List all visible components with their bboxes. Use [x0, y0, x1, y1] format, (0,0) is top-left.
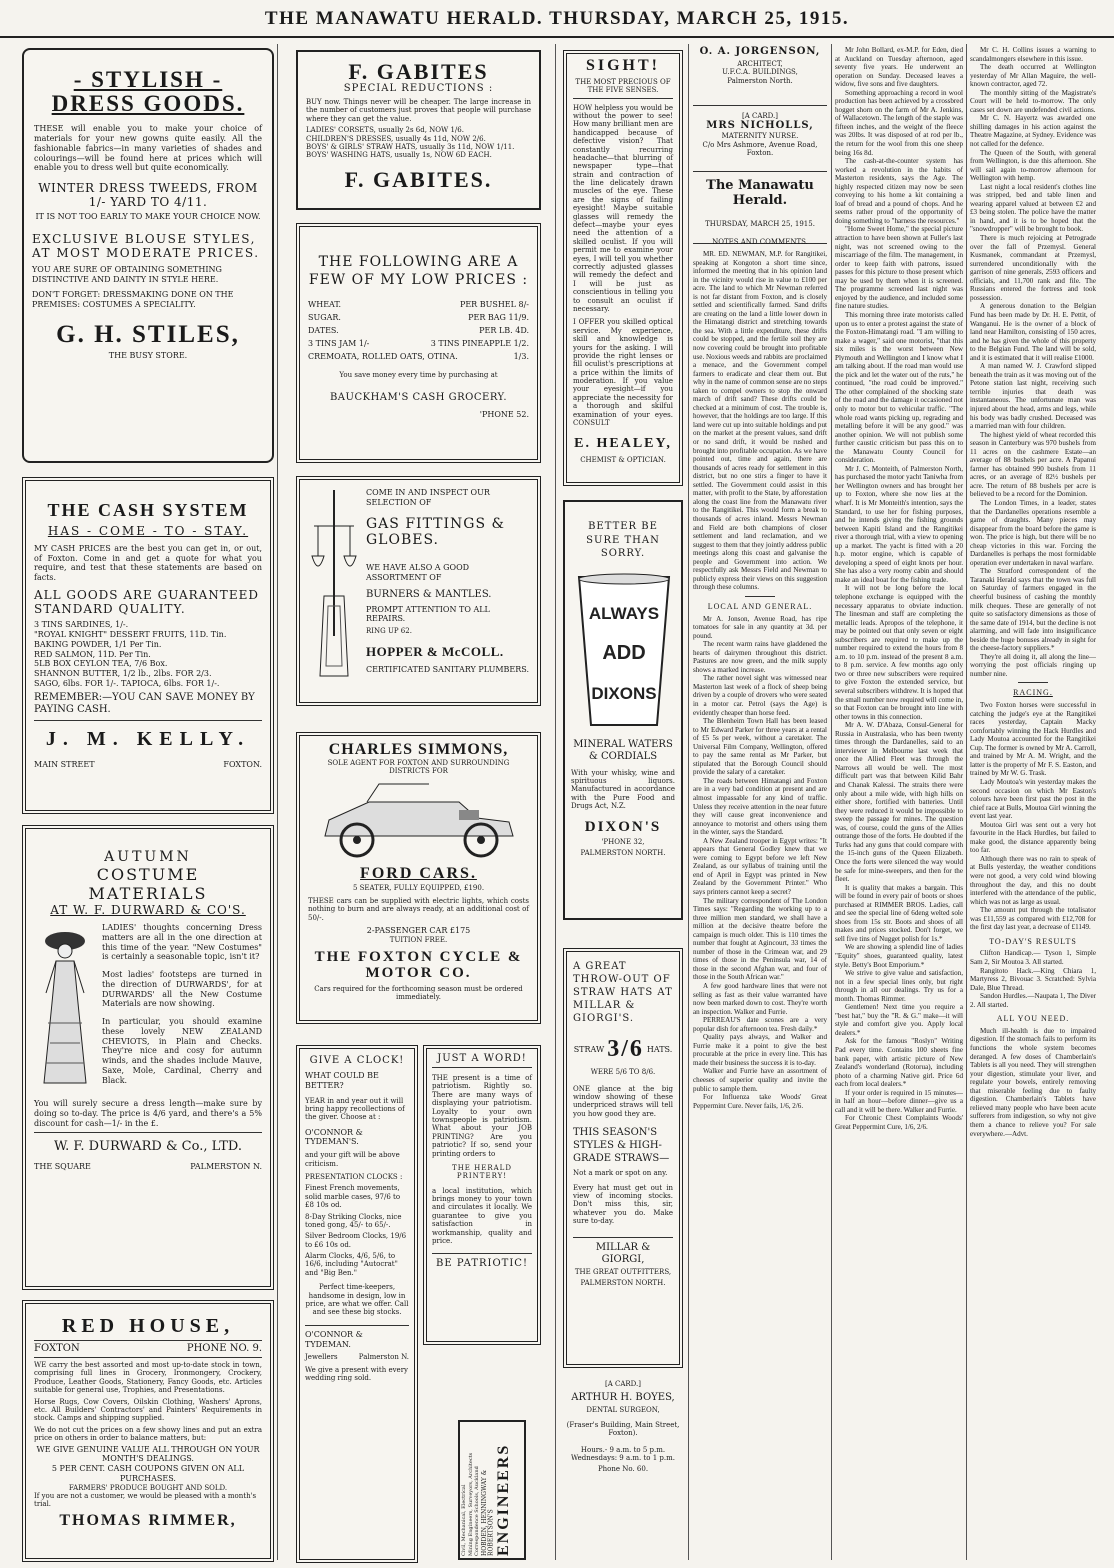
- news-item: Quality pays always, and Walker and Furrie make it a point to give the best procurable at the price in every line. This has made their business the success it is to-day.: [693, 1033, 827, 1067]
- clock-item: Alarm Clocks, 4/6, 5/6, to 16/6, including "Autocrat" and "Big Ben.": [305, 1252, 398, 1277]
- sight-p1: HOW helpless you would be without the power to see! How many brilliant men are handicapped because of defective vision? That constantly recurring headache—that blurring of newspaper type—that strain and contraction of the line delicately drawn muscles of the eye. These are the signs of failing eyesight! Maybe suitable glasses will remedy the defect—maybe your eyes need the attention of a skilled oculist. If you will permit me to examine your eyes, I will tell you whether correctly adjusted glasses will remedy the defect and I will be just as conscientious in telling you to consult an oculist if necessary.: [573, 103, 673, 313]
- dixons-l2: & CORDIALS: [588, 750, 658, 762]
- gabites-headline: F. GABITES: [348, 59, 489, 84]
- clock-ad: [296, 1045, 418, 1563]
- tweeds-note: IT IS NOT TOO EARLY TO MAKE YOUR CHOICE NOW.: [35, 212, 261, 222]
- clock-item: Finest French movements, solid marble cases, 97/6 to £8 10s od.: [305, 1184, 401, 1210]
- price-item: 3 TINS JAM 1/-: [308, 338, 370, 348]
- clock-p4: We give a present with every wedding ring sold.: [305, 1365, 409, 1383]
- cash-item: RED SALMON, 11D. Per Tin.: [34, 649, 151, 659]
- news-item: Mr John Bollard, ex-M.P. for Eden, died at Auckland on Tuesday afternoon, aged seventy five years. He underwent an operation on Sunday. Deceased leaves a widow, five sons and five daughters.: [835, 46, 963, 89]
- news-item: The highest yield of wheat recorded this season in Canterbury was 970 bushels from 11 acres on the cashmere Estate—an average of 88 bushels per acre. A Papanui farmer has obtained 990 bushels from 11 acres, or an average of 82½ bushels per acre. The return of 88 bushels per acre is believed to be a record for the Dominion.: [970, 430, 1096, 499]
- glass-text-3: DIXONS: [591, 683, 657, 703]
- hopper-ad: [296, 476, 541, 706]
- clock-p1: YEAR in and year out it will bring happy recollections of the giver. Choose at :: [305, 1096, 405, 1122]
- cash-remember: REMEMBER:—YOU CAN SAVE MONEY BY PAYING CASH.: [34, 691, 255, 715]
- news-column-6: [970, 46, 1096, 1560]
- cash-headline: THE CASH SYSTEM: [47, 500, 249, 520]
- result-item: Sandon Hurdles.—Naupata 1, The Diver 2. All started.: [970, 992, 1096, 1009]
- gabites-sub: SPECIAL REDUCTIONS :: [343, 83, 494, 95]
- stiles-headline: - STYLISH - DRESS GOODS.: [51, 67, 245, 117]
- clock-jewellers: Jewellers: [305, 1353, 338, 1362]
- millar-p4: Not a mark or spot on any.: [573, 1169, 668, 1178]
- cash-item: 3 TINS SARDINES, 1/-.: [34, 620, 129, 630]
- bauckham-firm: BAUCKHAM'S CASH GROCERY.: [329, 391, 508, 403]
- autumn-p1: LADIES' thoughts concerning Dress matters are all in the one direction at this time of the year. "New Costumes" is certainly a seasonable topic, isn't it?: [102, 923, 262, 962]
- redhouse-headline: RED HOUSE,: [61, 1315, 235, 1337]
- millar-p1: A GREAT THROW-OUT OF STRAW HATS AT MILLAR & GIORGI'S.: [573, 961, 673, 1024]
- news-item: Moutoa Girl was sent out a very hot favourite in the Hack Hurdles, but failed to make good, the distance apparently being too far.: [970, 820, 1096, 855]
- herald-head: [693, 178, 827, 247]
- news-item: The monthly sitting of the Magistrate's Court will be held to-morrow. The only cases set down are undefended civil actions.: [970, 88, 1096, 114]
- column-rule: [966, 44, 967, 1560]
- dixons-firm: DIXON'S: [584, 819, 662, 836]
- news-item: The Stratford correspondent of the Taranaki Herald says that the town was full on Saturday of farmers engaged in the cheerful business of cashing the monthly milk cheques. These are generally of not quite so satisfactory dimensions as those of the same date of 1914, but the decline is not alarming, and will fade into insignificance beside the huge bonuses already in sight for the cheese-factory suppliers.*: [970, 567, 1096, 653]
- engineers-l2: Mining Engineers, Surveyors, Architects: [467, 1452, 474, 1556]
- gabites-item: BOYS' & GIRLS' STRAW HATS, usually 3s 11d, NOW 1/11.: [306, 143, 515, 152]
- allyou-heading: ALL YOU NEED.: [996, 1014, 1070, 1024]
- jorgenson-card: [693, 46, 827, 106]
- word-p1: THE present is a time of patriotism. Rightly so. There are many ways of displaying your patriotism. Loyalty to your own townspeople is patriotism. What about your JOB PRINTING? Are you patriotic? If so, send your printing orders to: [432, 1074, 532, 1158]
- dressmaking: DON'T FORGET: DRESSMAKING DONE ON THE PREMISES: COSTUMES A SPECIALITY.: [32, 290, 234, 310]
- gabites-item: CHILDREN'S DRESSES, usually 4s 11d, NOW 2/6.: [306, 134, 486, 143]
- news-item: A man named W. J. Crawford slipped beneath the train as it was moving out of the Petone station last night, receiving such terrible injuries that death was instantaneous. The unfortunate man was injured about the head, arms and legs, while his body was badly crushed. Deceased was a married man with four children.: [970, 362, 1096, 431]
- boyes-card-label: [A CARD.]: [604, 1380, 641, 1388]
- millar-firm: MILLAR & GIORGI,: [573, 1237, 673, 1266]
- redhouse-p5: 5 PER CENT. CASH COUPONS GIVEN ON ALL PURCHASES.: [51, 1464, 245, 1483]
- news-item: "Home Sweet Home," the special picture attraction to have been shown at Fuller's last night, was not screened owing to the miscarriage of the film. The management, in order to keep faith with patrons, issued passes for this picture to those present which may be used by them when it is screened. The programme screened last night was enjoyed by the audience, and included some fine nature studies.: [835, 225, 963, 311]
- sight-sub: THE MOST PRECIOUS OF THE FIVE SENSES.: [573, 78, 673, 99]
- glass-text-2: ADD: [602, 641, 646, 664]
- news-item: It will not be long before the local telephone exchange is equipped with the necessary apparatus to obviate induction. The linesman and staff are completing the metallic leads. Apropos of the telephone, it may be pointed out that only seven or eight subscribers are required to make up the number required to extend the hours from 8 a.m. to 10 p.m. instead of the present 8 a.m. to 8 p.m. service. A few months ago only two or three new subscribers were required to give Foxton the extended service, but several subscribers withdrew. It is hoped that the small number now required will come in, so that Foxton can be brought into line with other towns in this connection.: [835, 584, 963, 721]
- autumn-h3: AT W. F. DURWARD & CO'S.: [50, 903, 246, 917]
- millar-p2: ONE glance at the big window showing of these underpriced straws will tell you how good they are.: [573, 1084, 673, 1118]
- news-item: We strive to give value and satisfaction, not in a few special lines only, but right through in all our dealings. Try us for a month. Thomas Rimmer.: [835, 969, 963, 1003]
- cash-items: [34, 620, 262, 688]
- news-item: The rather novel sight was witnessed near Masterton last week of a flock of sheep being driven by a couple of drovers who were seated in a motor car. Petrol (says the Age) is evidently cheaper than horse feed.: [693, 674, 827, 717]
- clock-firm2: O'CONNOR & TYDEMAN.: [305, 1325, 409, 1350]
- news-item: They're all doing it, all along the line—worrying the post officials ringing up number nine.: [970, 652, 1096, 678]
- simmons-ad: [296, 732, 541, 1024]
- simmons-note: Cars required for the forthcoming season must be ordered immediately.: [314, 984, 523, 1001]
- healey-ad: [563, 50, 683, 486]
- simmons-headline: CHARLES SIMMONS,: [328, 741, 509, 758]
- jorgenson-name: O. A. JORGENSON,: [699, 46, 821, 57]
- news-item: Although there was no rain to speak of at Bulls yesterday, the weather conditions were not good, a very cold wind blowing throughout the day, and this no doubt interfered with the attendance of the public, which was not as large as usual.: [970, 854, 1096, 906]
- blouse-note: YOU ARE SURE OF OBTAINING SOMETHING DISTINCTIVE AND DAINTY IN STYLE HERE.: [32, 264, 222, 284]
- boyes-card: [563, 1380, 683, 1560]
- nicholls-card-label: [A CARD.]: [741, 112, 778, 120]
- bauckham-phone: 'PHONE 52.: [479, 409, 529, 419]
- news-item: Two Foxton horses were successful in catching the judge's eye at the Rangitikei races yesterday, Captain Macky comfortably winning the Hack Hurdles and Lady Moutoa accounted for the Rangitikei Cup. The former is owned by Mr A. Carroll, and trained by Mr A. M. Wright, and the latter is the property of Mr F. S. Easton, and trained by Mr W. G. Trask.: [970, 701, 1096, 778]
- rimmer-ad: [22, 1300, 274, 1562]
- printery-ad: [423, 1045, 541, 1345]
- simmons-passenger: 2-PASSENGER CAR £175: [366, 925, 471, 935]
- bauckham-headline: THE FOLLOWING ARE A FEW OF MY LOW PRICES :: [308, 254, 529, 289]
- boyes-name: ARTHUR H. BOYES,: [571, 1392, 675, 1404]
- gabites-item: BOYS' WASHING HATS, usually 1s, NOW 6D EACH.: [306, 151, 492, 160]
- stiles-firm: G. H. STILES,: [56, 320, 240, 348]
- racing-heading: RACING.: [1013, 688, 1053, 698]
- column-rule: [555, 44, 556, 1560]
- durward-ad: [22, 825, 274, 1290]
- cash-guarantee: ALL GOODS ARE GUARANTEED STANDARD QUALITY.: [34, 587, 259, 616]
- hopper-l1: COME IN AND INSPECT OUR SELECTION OF: [366, 488, 490, 507]
- allyou-text: Much ill-health is due to impaired digestion. If the stomach fails to perform its functions the whole system becomes deranged. A few doses of Chamberlain's Tablets is all you need. They will strengthen your digestion, stimulate your liver, and regulate your bowels, entirely removing that miserable feeling due to faulty digestion. Chamberlain's Tablets have relieved many people who have been acute sufferers from indigestion, so why not give them a chance to relieve you? For sale everywhere.—Advt.: [970, 1026, 1096, 1138]
- blouse: EXCLUSIVE BLOUSE STYLES, AT MOST MODERATE PRICES.: [32, 231, 260, 260]
- hopper-l6: RING UP 62.: [366, 627, 412, 636]
- clock-firm1: O'CONNOR & TYDEMAN'S.: [305, 1127, 363, 1147]
- autumn-h2: COSTUME MATERIALS: [88, 865, 208, 903]
- price-value: PER BUSHEL 8/-: [459, 300, 529, 310]
- news-item: Something approaching a record in wool production has been achieved by a crossbred hogget shorn on the farm of Mr A. Jenkins, of Wallacetown. The length of the staple was fifteen inches, and the weight of the fleece was 20lbs. It was disposed of at rod per lb., the return for the wool from this one sheep being 16s 8d.: [835, 88, 963, 157]
- boyes-role: DENTAL SURGEON,: [586, 1406, 660, 1415]
- clock-item: 8-Day Striking Clocks, nice toned gong, 45/- to 65/-.: [305, 1212, 402, 1229]
- autumn-p4: You will surely secure a dress length—make sure by doing so to-day. The price is 4/6 yard, and there's a 5% discount for cash—1/- in the £.: [34, 1099, 262, 1128]
- dixons-town: PALMERSTON NORTH.: [580, 848, 666, 857]
- redhouse-p4: WE GIVE GENUINE VALUE ALL THROUGH ON YOUR MONTH'S DEALINGS.: [36, 1444, 260, 1464]
- news-item: The roads between Himatangi and Foxton are in a very bad condition at present and are almost impassable for any kind of traffic. Unless they receive attention in the near future they will cause great inconvenience and annoyance to motorist and others using them in the winter, says the Standard.: [693, 776, 827, 837]
- price-value: 1/3.: [513, 351, 529, 361]
- redhouse-p2: Horse Rugs, Cow Covers, Oilskin Clothing, Washers' Aprons, etc. All Builders' Contractors' and Painters' Requirements in stock. Camps and shipping supplied.: [34, 1397, 262, 1423]
- hopper-firm: HOPPER & McCOLL.: [366, 644, 504, 660]
- news-item: The death occurred at Wellington yesterday of Mr Allan Maguire, the well-known contractor, aged 72.: [970, 63, 1096, 89]
- hopper-l7: CERTIFICATED SANITARY PLUMBERS.: [366, 665, 530, 675]
- clock-town: Palmerston N.: [358, 1353, 409, 1362]
- hats-label: HATS.: [646, 1044, 673, 1054]
- news-item: A few good hardware lines that were not selling as fast as their value warranted have now been marked down to cost. They're worth an inspection. Walker and Furrie.: [693, 982, 827, 1016]
- kelly-firm: J. M. KELLY.: [45, 727, 251, 750]
- kelly-town: FOXTON.: [223, 759, 262, 769]
- engineers-l1: Civil, Mechanical, Electrical: [461, 1484, 467, 1556]
- redhouse-town: FOXTON: [34, 1343, 80, 1354]
- redhouse-p6: FARMERS' PRODUCE BOUGHT AND SOLD.: [68, 1483, 228, 1492]
- news-item: This morning three irate motorists called upon us to enter a protest against the state of the Foxton-Himatangi road. "I am willing to make a wager," said one motorist, "that this six miles is the worst between New Plymouth and Wellington and I know what I am talking about. If the road man would use the pick and let the water out of the ruts," he continued, "the road could be improved." The other complained of the shocking state of the road and the damage it occasioned not only to motor but to vehicular traffic. "The whole road wants picking up, regrading and metalling before it will be any good." was another opinion. We will not publish some further caustic criticism but pass this on to the Manawatu County Council for consideration.: [835, 310, 963, 465]
- herald-date: THURSDAY, MARCH 25, 1915.: [705, 220, 815, 228]
- simmons-p1: THESE cars can be supplied with electric lights, which costs nothing to burn and are always ready, at an additional cost of 50/-.: [308, 896, 529, 922]
- simmons-seater: 5 SEATER, FULLY EQUIPPED, £190.: [352, 884, 485, 893]
- simmons-firm: THE FOXTON CYCLE & MOTOR CO.: [314, 949, 523, 981]
- price-item: CREMOATA, ROLLED OATS, OTINA.: [308, 351, 458, 361]
- cash-sub: HAS - COME - TO - STAY.: [47, 523, 249, 538]
- clock-pres: PRESENTATION CLOCKS :: [305, 1172, 403, 1181]
- cash-item: SHANNON BUTTER, 1/2 lb., 2lbs. FOR 2/3.: [34, 669, 212, 679]
- news-item: For Influenza take Woods' Great Peppermint Cure. Never fails, 1/6, 2/6.: [693, 1093, 827, 1110]
- tweeds: WINTER DRESS TWEEDS, FROM 1/- YARD TO 4/11.: [38, 181, 258, 210]
- durward-firm: W. F. DURWARD & Co., LTD.: [54, 1139, 242, 1155]
- column-rule: [688, 44, 689, 1560]
- herald-title: The Manawatu Herald.: [706, 178, 814, 208]
- kelly-street: MAIN STREET: [34, 759, 95, 769]
- news-item: The military correspondent of The London Times says: "Regarding the working up to a three million men standard, we shall have a million at the decisive theatre before the campaign is much older. This is 110 times the number that fought at Agincourt, 33 times the number of those in the Crimean war, and 29 times of those in the Peninsula war, 14 of those in the second Afghan war, and four of those in the South African war.": [693, 896, 827, 982]
- clock-headline: GIVE A CLOCK!: [309, 1055, 405, 1066]
- nicholls-role: MATERNITY NURSE.: [721, 132, 799, 141]
- bauckham-ad: [296, 223, 541, 463]
- news-item: The Blenheim Town Hall has been leased to Mr Edward Parker for three years at a rental of £5 5s per week, without a caretaker. The Universal Film Company, Wellington, offered to pay the same rental as Mr Parker, but stipulated that the Borough Council should provide the salary of a caretaker.: [693, 717, 827, 777]
- engineers-title: ENGINEERS: [494, 1443, 512, 1556]
- rimmer-firm: THOMAS RIMMER,: [59, 1511, 237, 1529]
- bauckham-note: You save money every time by purchasing at: [339, 371, 498, 380]
- news-item: Mr J. C. Monteith, of Palmerston North, has purchased the motor yacht Taniwha from her Wellington owners and has brought her up to Foxton, where she now lies at the wharf. It is Mr Monteith's intention, says the Standard, to use her for fishing purposes, and he intends giving the fishing grounds between Kapiti Island and the Rangitikei river a thorough trial, with a view to opening up a market. The yacht is fitted with a 20 h.p. motor engine, which is capable of developing a speed of eight knots per hour. She has also a very roomy cabin and should make an ideal boat for the fishing trade.: [835, 464, 963, 584]
- news-column-4: [693, 250, 827, 1560]
- price-item: SUGAR.: [308, 313, 341, 323]
- boyes-addr: (Fraser's Building, Main Street, Foxton).: [566, 1420, 680, 1438]
- hopper-l5: PROMPT ATTENTION TO ALL REPAIRS.: [366, 604, 490, 624]
- autumn-p2: Most ladies' footsteps are turned in the direction of DURWARDS', for at DURWARDS' all the New Costume Materials are now showing.: [102, 970, 262, 1009]
- news-item: The cash-at-the-counter system has worked a revolution in the habits of Masterton residents, says the Age. The highly respected citizen may now be seen conveying to his home a kit containing a loaf of bread and a pound of chops. And he seems rather proud of the opportunity of doing something to "harness the resources.": [835, 157, 963, 225]
- redhouse-phone: PHONE NO. 9.: [186, 1343, 262, 1354]
- clock-sub: WHAT COULD BE BETTER?: [305, 1071, 379, 1090]
- cash-intro: MY CASH PRICES are the best you can get in, or out, of Foxton. Come in and get a quote for what you require, and test that these statements are based on facts.: [34, 543, 262, 583]
- millar-ad: [563, 948, 683, 1368]
- ford-cars: FORD CARS.: [360, 864, 477, 882]
- news-item: Walker and Furrie have an assortment of cheeses of superior quality and invite the public to sample them.: [693, 1067, 827, 1093]
- result-item: Clifton Handicap.— Tyson 1, Simple Sam 2, Sir Moutoa 3. All started.: [970, 949, 1096, 967]
- clock-item: Silver Bedroom Clocks, 19/6 to £6 10s od.: [305, 1232, 407, 1249]
- herald-notes: NOTES AND COMMENTS.: [712, 238, 808, 247]
- jorgenson-role: ARCHITECT,: [737, 60, 783, 68]
- cash-item: 5LB BOX CEYLON TEA, 7/6 Box.: [34, 659, 168, 669]
- redhouse-p3: We do not cut the prices on a few showy lines and put an extra price on others in order to balance matters, but:: [34, 1425, 262, 1443]
- news-item: Last night a local resident's clothes line was stripped, bed and table linen and wearing apparel valued at between £2 and £3 being stolen. The police have the matter in hand, and it is to be hoped that the "snowdropper" will be brought to book.: [970, 182, 1096, 234]
- gas-lamp-illustration: [308, 486, 360, 686]
- news-item: The Queen of the South, with general from Wellington, is due this afternoon. She will sail again to-morrow afternoon for Wellington with hemp.: [970, 148, 1096, 183]
- word-firm: THE HERALD PRINTERY!: [452, 1163, 512, 1181]
- news-item: Lady Moutoa's win yesterday makes the second occasion on which Mr Easton's colours have been first past the post in the chief race at Bulls, Moutoa Girl winning the event last year.: [970, 778, 1096, 821]
- news-item: PERREAU'S date scones are a very popular dish for afternoon tea. Fresh daily.*: [693, 1016, 827, 1033]
- engineers-firm: HOBDEN, HENNINGWAY & ROBERTSON'S: [480, 1469, 495, 1556]
- jorgenson-town: Palmerston North.: [727, 76, 793, 85]
- stiles-intro: THESE will enable you to make your choice of materials for your new gowns quite easily. All the fashionable fabrics—in many varieties of shades and colourings—will be found here at prices which will enable you to dress well but quite economically.: [34, 124, 262, 173]
- news-item: The amount put through the totalisator was £11,559 as compared with £12,708 for the first day last year, a decrease of £1149.: [970, 906, 1096, 932]
- news-item: It is quality that makes a bargain. This will be found in every pair of boots or shoes purchased at RIMMER BROS. Ladies, call and see the special line of 6deng welted sole shoes from 15s str. Boots and shoes of all makes and prices stocked. Don't forget, we sell five tins of Nugget polish for 1s.*: [835, 883, 963, 943]
- jorgenson-sub: U.F.C.A. BUILDINGS,: [722, 68, 798, 77]
- news-item: Mr C. H. Collins issues a warning to scandalmongers elsewhere in this issue.: [970, 46, 1096, 63]
- hopper-l4: BURNERS & MANTLES.: [366, 588, 492, 600]
- engineers-l3: Correspondence Schools, Auckland: [474, 1466, 480, 1556]
- straw-label: STRAW: [573, 1044, 605, 1054]
- stiles-ad: [22, 48, 274, 463]
- nicholls-name: MRS NICHOLLS,: [706, 120, 814, 132]
- column-rule: [277, 44, 278, 1560]
- cash-item: BAKING POWDER, 1/1 Per Tin.: [34, 639, 162, 649]
- price-item: WHEAT.: [308, 300, 342, 310]
- cash-item: SAGO, 6lbs. FOR 1/-. TAPIOCA, 6lbs. FOR 1/-.: [34, 678, 220, 688]
- news-item: Mr A. W. D'Abaza, Consul-General for Russia in Australasia, who has been twenty times through the Dardanelles, said to an interviewer in Melbourne last week that once the Allied Fleet was through the Narrows all would be well. The most difficult part was that between Kilid Bahr and Chanak Kalessi. The straits there were only about a mile wide, with high hills on either shore, fortified with batteries. Until they were reduced it would be impossible to sweep the passage for mines. The question was, of course, could the guns of the Allies outrange those of the forts. He doubted if the Turks had any guns that could compare with the 15-inch guns of the Queen Elizabeth. Once the forts were silenced the way would be safe for mine-sweepers, and then for the fleet.: [835, 721, 963, 884]
- news-item: Mr A. Jonson, Avenue Road, has ripe tomatoes for sale in any quantity at 3d. per pound.: [693, 614, 827, 640]
- millar-town: PALMERSTON NORTH.: [580, 1278, 666, 1287]
- healey-role: CHEMIST & OPTICIAN.: [580, 456, 666, 465]
- news-item: MR. ED. NEWMAN, M.P. for Rangitikei, speaking at Kongoton a short time since, informed the meeting that in his opinion land in the vicinity would rise in value to £100 per acre. The land to which Mr Newman referred is not far distant from Foxton, and is closely settled and scientifically farmed. Sand drifts are creating on the land a little lower down in the Himatangi district and stretching towards the sea. With a little expenditure, these drifts could be stopped, and the fertile soil they are now covering could be brought into profitable use. Noxious weeds and rabbits are proclaimed a menace, and the Government compel farmers to eradicate and clear them out. But why in the name of common sense are no steps taken to compel owners to stop the onward march of drift sand? These drifts could be checked at a minimum of cost. The trouble is, however, that the holdings are too large. If this land were cut up into suitable holdings and put on the market at the present values, sand drift or no sand drift, it would be rushed and brought into profitable occupation. As we have pointed out, time and again, there are thousands of acres ready for settlement in this district, but no one stirs a finger to have it settled. The Government could assist in this matter, with profit to the State, by afforestation along the coast line from the Manawatu river to the Rangitikei. This would form a break to thousands of acres inland. Messrs Newman and Field are both champions of closer settlement and land reclamation, and we suggest to them that they jointly address public meetings along this coast and galvanise the people and Government into action. We respectfully ask Messrs Field and Newman to publicly express their views on this suggestion through these columns.: [693, 250, 827, 592]
- news-item: The recent warm rains have gladdened the hearts of dairymen throughout this district. Pastures are now green, and the milk supply shows a marked increase.: [693, 640, 827, 674]
- news-item: We are showing a splendid line of ladies "Equity" shoes, guaranteed quality, latest style. Betty's Boot Emporium.*: [835, 943, 963, 969]
- healey-firm: E. HEALEY,: [574, 436, 672, 452]
- clock-p2: and your gift will be above criticism.: [305, 1151, 400, 1168]
- price-value: PER BAG 11/9.: [468, 313, 529, 323]
- gabites-intro: BUY now. Things never will be cheaper. The large increase in the number of customers just proves that people will purchase where they can get the value.: [306, 98, 531, 123]
- ford-car-illustration: [309, 780, 529, 862]
- dixons-phone: 'PHONE 32,: [601, 838, 645, 847]
- news-column-5: [835, 46, 963, 1560]
- boyes-hours: Hours.- 9 a.m. to 5 p.m. Wednesdays: 9 a.m. to 1 p.m.: [571, 1445, 675, 1462]
- lady-figure-illustration: [34, 923, 96, 1093]
- sight-p2: I OFFER you skilled optical service. My experience, skill and knowledge is yours for the asking. I will provide the right lenses or fill oculist's prescriptions at a price within the limits of moderation. If you value your eyesight—if you appreciate the necessity for a thorough and skilful examination of your eyes. CONSULT: [573, 318, 673, 428]
- engineers-ad: [458, 1420, 526, 1560]
- boyes-phone: Phone No. 60.: [597, 1465, 649, 1474]
- millar-p5: Every hat must get out in view of incoming stocks. Don't miss this, sir, whatever you do. Make sure to-day.: [573, 1183, 673, 1226]
- word-p2: a local institution, which brings money to your town and circulates it locally. We guarantee to give you satisfaction in workmanship, quality and price.: [432, 1186, 532, 1246]
- dixons-glass-illustration: [571, 571, 677, 731]
- stiles-tagline: THE BUSY STORE.: [108, 351, 188, 361]
- dixons-p1: With your whisky, wine and spirituous liquors. Manufactured in accordance with the Pure Food and Drugs Act, N.Z.: [571, 768, 675, 811]
- news-item: Mr C. N. Hayertz was awarded one shilling damages in his action against the Theatre Magazine, at Sydney. Evidence was not called for the defence.: [970, 114, 1096, 149]
- news-item: A New Zealand trooper in Egypt writes: "It appears that General Godley knew that we were coming to Egypt before we left New Zealand, as our syllabus of training until the end of April in Egypt was printed in New Zealand by the Government Printer." Who says printers cannot keep a secret?: [693, 836, 827, 896]
- nicholls-addr: C/o Mrs Ashmore, Avenue Road, Foxton.: [702, 140, 818, 158]
- autumn-h1: AUTUMN: [104, 849, 192, 865]
- dixons-headline: BETTER BE SURE THAN SORRY.: [586, 521, 660, 559]
- glass-text-1: ALWAYS: [588, 603, 660, 623]
- news-item: The London Times, in a leader, states that the Dardanelles operations resemble a game of draughts. Many pieces may disappear from the board before the game is won. The price is high, but there will be no cheap victories in this war. Forcing the Dardanelles is perhaps the most formidable operation ever undertaken in naval warfare.: [970, 498, 1096, 567]
- kelly-ad: [22, 477, 274, 814]
- news-item: If your order is required in 15 minutes—in half an hour—before dinner—give us a call and it will be there. Walker and Furrie.: [835, 1088, 963, 1114]
- gabites-firm: F. GABITES.: [344, 166, 493, 192]
- news-item: For Chronic Chest Complaints Woods' Great Peppermint Cure, 1/6, 2/6.: [835, 1114, 963, 1131]
- price-value: PER LB. 4D.: [479, 325, 529, 335]
- millar-sub: THE GREAT OUTFITTERS,: [574, 1268, 672, 1277]
- simmons-tuition: TUITION FREE.: [389, 935, 448, 944]
- word-headline: JUST A WORD!: [432, 1053, 532, 1068]
- simmons-sub: SOLE AGENT FOR FOXTON AND SURROUNDING DISTRICTS FOR: [327, 758, 510, 776]
- sight-headline: SIGHT!: [585, 57, 660, 74]
- dixons-ad: [563, 500, 683, 920]
- gabites-ad: [296, 50, 541, 210]
- clock-p3: Perfect time-keepers, handsome in design, low in price, are what we offer. Call and see these big stocks.: [305, 1283, 409, 1317]
- local-general-heading: LOCAL AND GENERAL.: [707, 601, 813, 611]
- news-item: A generous donation to the Belgian Fund has been made by Dr. H. E. Pettit, of Wanganui. He is the owner of a block of land near Hamilton, consisting of 150 acres, and he has given the whole of this property to the Belgian Fund. The land will be sold, and it is estimated that it will realise £1000.: [970, 302, 1096, 362]
- durward-town: PALMERSTON N.: [190, 1162, 262, 1172]
- word-patriotic: BE PATRIOTIC!: [432, 1253, 532, 1270]
- dixons-l1: MINERAL WATERS: [573, 738, 673, 750]
- masthead: THE MANAWATU HERALD. THURSDAY, MARCH 25, 1915.: [0, 6, 1114, 38]
- autumn-p3: In particular, you should examine these lovely NEW ZEALAND CHEVIOTS, in Plain and Checks. They're nice and cosy for autumn winds, and the shades include Mauve, Saxe, Mole, Cardinal, Cherry and Black.: [102, 1017, 262, 1085]
- nicholls-card: [693, 112, 827, 172]
- hopper-l3: WE HAVE ALSO A GOOD ASSORTMENT OF: [366, 563, 470, 582]
- result-item: Rangitoto Hack.—King Chiara 1, Martyress 2, Bivouac 3. Scratched: Sylvia Dale, Blue Thread.: [970, 966, 1096, 992]
- news-item: Ask for the famous "Roslyn" Writing Pad every time. Contains 100 sheets fine bank paper, with artistic picture of New Zealand's wonderland (Rotorua), including photo of a charming Native girl. Price 6d each from local dealers.*: [835, 1037, 963, 1089]
- column-rule: [831, 44, 832, 1560]
- results-heading: TO-DAY'S RESULTS: [989, 936, 1077, 946]
- redhouse-p1: WE carry the best assorted and most up-to-date stock in town, comprising full lines in Grocery, Ironmongery, Crockery, Produce, Leather Goods, Stationery, Fancy Goods, etc. Articles suitable for general use, Trophies, and Presentations.: [34, 1361, 262, 1395]
- price-value: 3 TINS PINEAPPLE 1/2.: [430, 338, 529, 348]
- news-item: There is much rejoicing at Petrograde over the fall of Przemysl. General Kusmanek, commandant at Przemysl, surrendered unconditionally with the garrison of nine generals, 2593 officers and officials, and 11,700 rank and file. The Russians entered the fortress and took possession.: [970, 234, 1096, 302]
- gabites-item: LADIES' CORSETS, usually 2s 6d, NOW 1/6.: [306, 126, 464, 135]
- redhouse-p7: If you are not a customer, we would be pleased with a month's trial.: [34, 1491, 257, 1509]
- straw-price: 3/6: [607, 1036, 644, 1062]
- hopper-l2: GAS FITTINGS & GLOBES.: [366, 515, 505, 549]
- durward-square: THE SQUARE: [34, 1162, 91, 1172]
- price-item: DATES.: [308, 325, 339, 335]
- millar-p3: THIS SEASON'S STYLES & HIGH-GRADE STRAWS—: [573, 1127, 670, 1165]
- cash-item: "ROYAL KNIGHT" DESSERT FRUITS, 11D. Tin.: [34, 630, 227, 640]
- millar-were: WERE 5/6 TO 8/6.: [590, 1068, 656, 1077]
- news-item: Gentlemen! Next time you require a "best hat," buy the "R. & G." make—it will style and comfort give you. Apply local dealers.*: [835, 1003, 963, 1037]
